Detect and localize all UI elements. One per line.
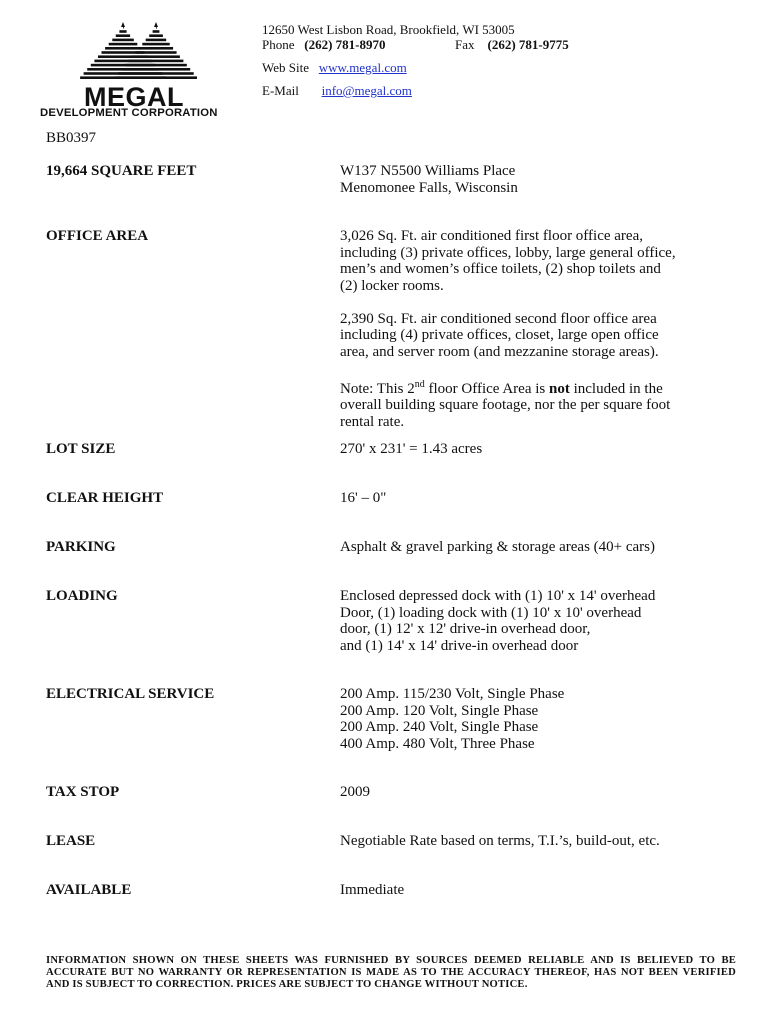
address-line-2: Menomonee Falls, Wisconsin	[340, 179, 518, 196]
logo-stripe	[139, 47, 173, 50]
logo-stripe	[118, 72, 193, 75]
property-address	[340, 163, 750, 196]
fax-label: Fax	[455, 37, 475, 52]
logo-stripe	[146, 39, 167, 42]
address-line-1: W137 N5500 Williams Place	[340, 163, 516, 179]
website-line	[262, 60, 407, 76]
phone-number[interactable]: (262) 781-8970	[304, 37, 386, 52]
office-p1-line: including (3) private offices, lobby, large general office,	[340, 244, 676, 261]
square-feet-label: 19,664 SQUARE FEET	[46, 163, 197, 179]
loading-line: Door, (1) loading dock with (1) 10' x 10' overhead	[340, 604, 642, 621]
email-link[interactable]: info@megal.com	[321, 83, 412, 98]
loading-details	[340, 588, 750, 654]
logo-stripe	[112, 39, 134, 42]
tax-stop-value: 2009	[340, 784, 370, 800]
logo-stripe	[142, 43, 169, 46]
note-end: included in the	[569, 380, 663, 397]
lot-size-label: LOT SIZE	[46, 441, 116, 457]
available-value: Immediate	[340, 882, 405, 898]
logo-stripe	[136, 51, 177, 54]
office-note	[340, 377, 750, 398]
logo-subtitle: DEVELOPMENT CORPORATION	[40, 107, 218, 119]
office-p1-line: (2) locker rooms.	[340, 277, 444, 294]
email-label: E-Mail	[262, 83, 299, 98]
website-link[interactable]: www.megal.com	[318, 60, 407, 75]
office-note-line: overall building square footage, nor the per square foot	[340, 397, 671, 413]
address: 12650 West Lisbon Road, Brookfield, WI 53005	[262, 22, 515, 37]
clear-height-value: 16' – 0"	[340, 490, 387, 506]
fax-line	[455, 37, 569, 53]
office-p2-line: area, and server room (and mezzanine storage areas).	[340, 343, 659, 360]
office-p2-line: including (4) private offices, closet, large open office	[340, 327, 659, 343]
office-p1-line: men’s and women’s office toilets, (2) shop toilets and	[340, 261, 661, 277]
available-label: AVAILABLE	[46, 882, 132, 898]
electrical-line: 200 Amp. 240 Volt, Single Phase	[340, 719, 539, 735]
tax-stop-label: TAX STOP	[46, 784, 120, 800]
electrical-line: 200 Amp. 115/230 Volt, Single Phase	[340, 686, 565, 702]
logo-stripe	[125, 64, 187, 67]
logo-stripe	[115, 76, 197, 79]
electrical-service-label: ELECTRICAL SERVICE	[46, 686, 215, 702]
logo-stripe	[149, 34, 163, 37]
parking-label: PARKING	[46, 539, 116, 555]
office-note-line: rental rate.	[340, 413, 405, 430]
loading-line: Enclosed depressed dock with (1) 10' x 14' overhead	[340, 588, 656, 604]
office-area-label: OFFICE AREA	[46, 228, 149, 244]
loading-line: door, (1) 12' x 12' drive-in overhead door,	[340, 621, 591, 637]
logo-stripe	[153, 30, 160, 33]
logo-stripe	[105, 47, 141, 50]
office-p1-line: 3,026 Sq. Ft. air conditioned first floor office area,	[340, 228, 643, 244]
pyramid-logo-icon	[38, 22, 208, 84]
lease-label: LEASE	[46, 833, 96, 849]
electrical-line: 200 Amp. 120 Volt, Single Phase	[340, 702, 539, 719]
logo-peak	[121, 22, 125, 27]
note-prefix: Note: This 2	[340, 380, 415, 397]
phone-label: Phone	[262, 37, 295, 52]
email-line	[262, 83, 412, 99]
logo-stripe	[132, 55, 180, 58]
lot-size-value: 270' x 231' = 1.43 acres	[340, 441, 483, 457]
logo-stripe	[116, 34, 130, 37]
legal-disclaimer: INFORMATION SHOWN ON THESE SHEETS WAS FURNISHED BY SOURCES DEEMED RELIABLE AND IS BELIEVED TO BE ACCURATE BUT NO WARRANTY OR REPRESENTATION IS MADE AS TO THE ACCURACY THEREOF, HAS NOT BEEN VERIFIED AND IS SUBJECT TO CORRECTION. PRICES ARE SUBJECT TO CHANGE WITHOUT NOTICE.	[46, 955, 736, 990]
website-label: Web Site	[262, 60, 309, 75]
note-mid: floor Office Area is	[424, 380, 549, 397]
office-p2-line: 2,390 Sq. Ft. air conditioned second floor office area	[340, 310, 657, 327]
note-emphasis: not	[549, 380, 570, 397]
logo-wordmark: MEGAL	[84, 82, 184, 112]
loading-label: LOADING	[46, 588, 118, 604]
clear-height-label: CLEAR HEIGHT	[46, 490, 164, 506]
company-logo	[38, 22, 248, 122]
logo-stripe	[129, 60, 184, 63]
logo-stripe	[119, 30, 126, 33]
logo-peak	[154, 22, 158, 27]
lease-value: Negotiable Rate based on terms, T.I.’s, build-out, etc.	[340, 833, 660, 849]
logo-stripe	[122, 68, 190, 71]
parking-value: Asphalt & gravel parking & storage areas (40+ cars)	[340, 539, 656, 555]
loading-line: and (1) 14' x 14' drive-in overhead door	[340, 637, 579, 654]
fax-number: (262) 781-9775	[487, 37, 569, 52]
listing-reference: BB0397	[46, 130, 97, 146]
electrical-details	[340, 686, 750, 752]
phone-line	[262, 37, 386, 53]
office-area-details	[340, 228, 750, 430]
note-superscript: nd	[414, 378, 425, 390]
logo-stripe	[109, 43, 138, 46]
electrical-line: 400 Amp. 480 Volt, Three Phase	[340, 735, 535, 752]
